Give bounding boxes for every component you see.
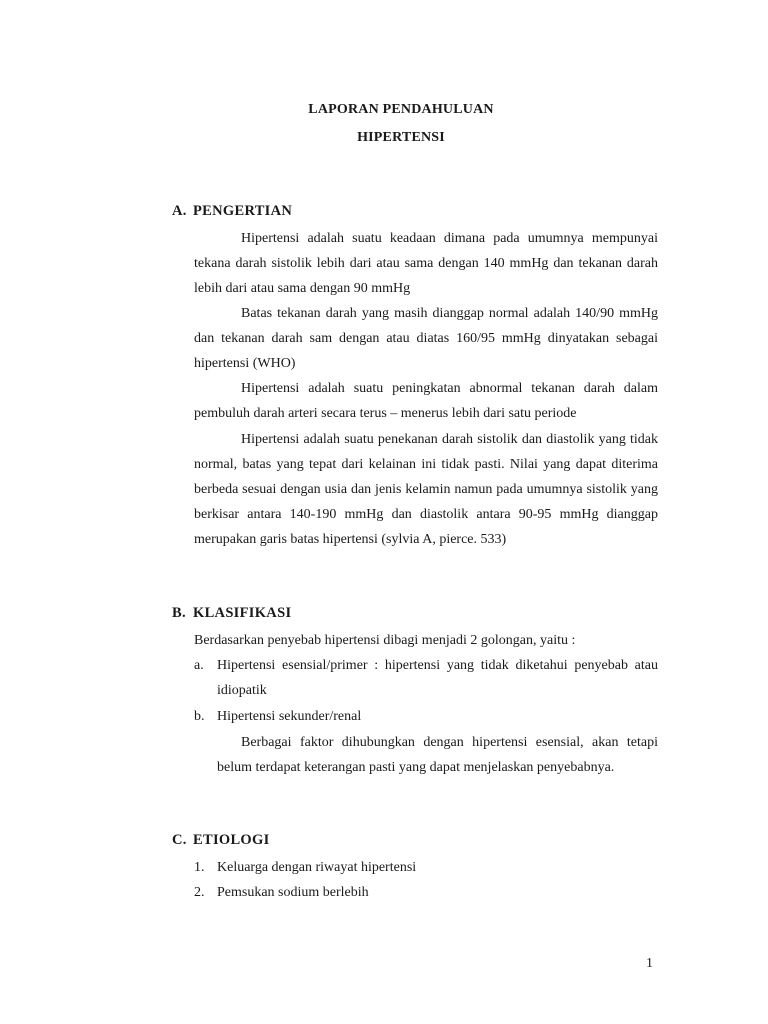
section-a-paragraph-2: Batas tekanan darah yang masih dianggap normal adalah 140/90 mmHg dan tekanan darah sam dengan atau diatas 160/95 mmHg dinyatakan sebagai hipertensi (WHO)	[194, 306, 658, 371]
section-b-intro: Berdasarkan penyebab hipertensi dibagi menjadi 2 golongan, yaitu :	[194, 633, 576, 648]
section-a-letter: A.	[172, 203, 187, 219]
section-c-letter: C.	[172, 832, 187, 848]
section-a-title: PENGERTIAN	[193, 203, 293, 219]
section-b-sub-paragraph: Berbagai faktor dihubungkan dengan hipertensi esensial, akan tetapi belum terdapat keterangan pasti yang dapat menjelaskan penyebabnya.	[217, 735, 658, 775]
list-item-text: Hipertensi esensial/primer : hipertensi yang tidak diketahui penyebab atau idiopatik	[217, 658, 658, 698]
list-item-marker: a.	[194, 658, 204, 673]
list-item-text: Keluarga dengan riwayat hipertensi	[217, 860, 417, 875]
section-a-heading	[172, 203, 292, 220]
list-item	[194, 855, 658, 880]
list-item	[194, 653, 658, 703]
section-b-title: KLASIFIKASI	[193, 605, 292, 621]
list-item-text: Pemsukan sodium berlebih	[217, 885, 369, 900]
list-item-text: Hipertensi sekunder/renal	[217, 709, 362, 724]
section-c-title: ETIOLOGI	[193, 832, 270, 848]
section-a-paragraph-4: Hipertensi adalah suatu penekanan darah sistolik dan diastolik yang tidak normal, batas yang tepat dari kelainan ini tidak pasti. Nilai yang dapat diterima berbeda sesuai dengan usia dan jenis kelamin namun pada umumnya sistolik yang berkisar antara 140-190 mmHg dan diastolik antara 90-95 mmHg dianggap merupakan garis batas hipertensi (sylvia A, pierce. 533)	[194, 432, 658, 547]
section-c-heading	[172, 832, 270, 849]
section-b-heading	[172, 605, 291, 622]
list-item-marker: 2.	[194, 885, 205, 900]
list-item-marker: b.	[194, 709, 205, 724]
page-number: 1	[646, 956, 653, 971]
section-a-paragraph-1: Hipertensi adalah suatu keadaan dimana pada umumnya mempunyai tekana darah sistolik lebih dari atau sama dengan 140 mmHg dan tekanan darah lebih dari atau sama dengan 90 mmHg	[194, 231, 658, 296]
list-item-marker: 1.	[194, 860, 205, 875]
section-b-letter: B.	[172, 605, 186, 621]
list-item	[194, 704, 658, 729]
document-title: LAPORAN PENDAHULUAN	[308, 102, 494, 117]
document-subtitle: HIPERTENSI	[357, 130, 445, 145]
section-a-paragraph-3: Hipertensi adalah suatu peningkatan abnormal tekanan darah dalam pembuluh darah arteri secara terus – menerus lebih dari satu periode	[194, 381, 658, 421]
list-item	[194, 880, 658, 905]
